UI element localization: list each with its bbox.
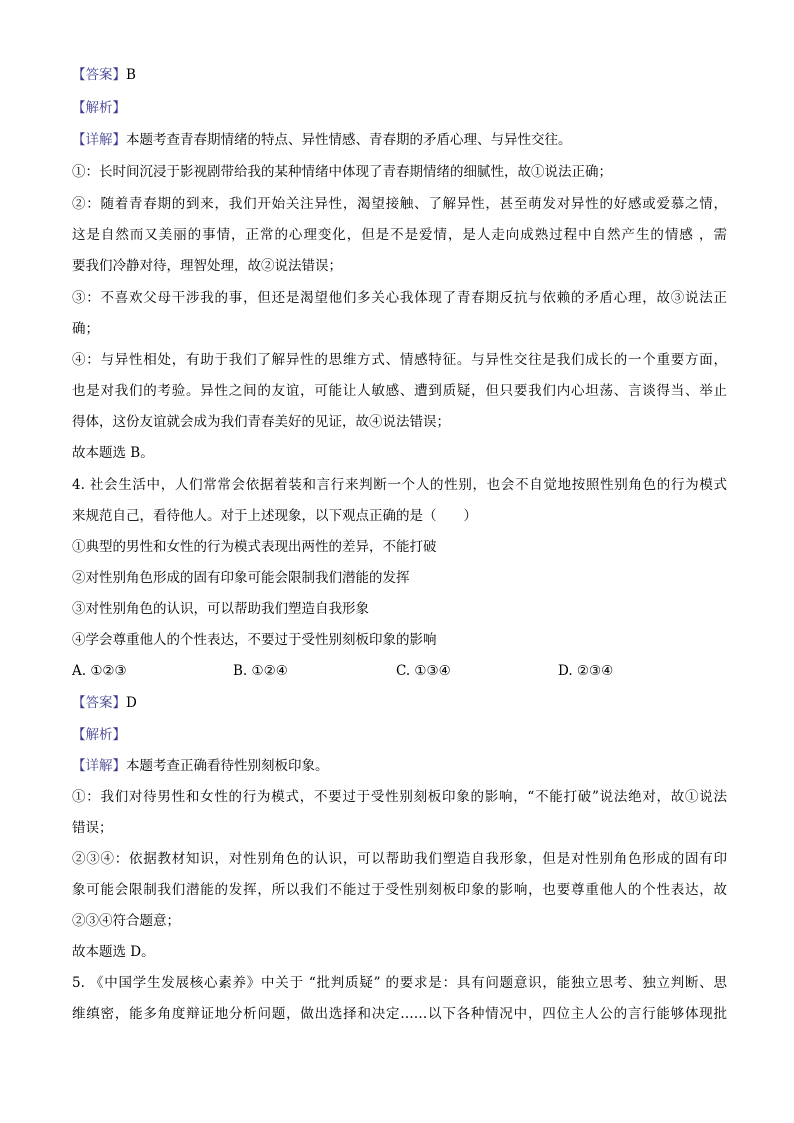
q4-statement: ①典型的男性和女性的行为模式表现出两性的差异，不能打破 xyxy=(72,539,437,555)
q3-line: 这是自然而又美丽的事情，正常的心理变化，但是不是爱情，是人走向成熟过程中自然产生的情感 ，需 xyxy=(72,227,727,243)
q3-line: 确； xyxy=(72,321,99,337)
q3-line: ②：随着青春期的到来，我们开始关注异性，渴望接触、了解异性，甚至萌发对异性的好感或爱慕之情， xyxy=(72,196,727,212)
q4-option-a: A. ①②③ xyxy=(72,663,127,679)
q4-answer xyxy=(72,694,727,712)
q3-line: ③：不喜欢父母干涉我的事，但还是渴望他们多关心我体现了青春期反抗与依赖的矛盾心理，故③说法正 xyxy=(72,290,727,306)
q4-line: 象可能会限制我们潜能的发挥，所以我们不能过于受性别刻板印象的影响，也要尊重他人的个性表达，故 xyxy=(72,882,727,898)
answer-label: 【答案】 xyxy=(72,695,126,711)
q3-line: 要我们冷静对待，理智处理，故②说法错误； xyxy=(72,258,342,274)
q4-option-b: B. ①②④ xyxy=(233,663,288,679)
q3-answer xyxy=(72,66,727,84)
q4-statement: ④学会尊重他人的个性表达，不要过于受性别刻板印象的影响 xyxy=(72,632,437,648)
q4-statement: ③对性别角色的认识，可以帮助我们塑造自我形象 xyxy=(72,601,369,617)
q5-stem: 维缜密，能多角度辩证地分析问题，做出选择和决定……以下各种情况中，四位主人公的言行能够体现批 xyxy=(72,1006,727,1022)
q4-line: ①：我们对待男性和女性的行为模式，不要过于受性别刻板印象的影响，“不能打破”说法绝对，故①说法 xyxy=(72,789,727,805)
answer-value: D xyxy=(126,695,137,711)
detail-text: 本题考查青春期情绪的特点、异性情感、青春期的矛盾心理、与异性交往。 xyxy=(126,132,572,148)
q4-detail xyxy=(72,757,727,775)
q3-line: 得体，这份友谊就会成为我们青春美好的见证，故④说法错误； xyxy=(72,414,450,430)
q5-stem: 5. 《中国学生发展核心素养》中关于 “批判质疑” 的要求是：具有问题意识，能独立思考、独立判断、思 xyxy=(72,975,727,991)
q3-line: ①：长时间沉浸于影视剧带给我的某种情绪中体现了青春期情绪的细腻性，故①说法正确； xyxy=(72,164,612,180)
q4-statement: ②对性别角色形成的固有印象可能会限制我们潜能的发挥 xyxy=(72,570,410,586)
q4-stem: 4. 社会生活中，人们常常会依据着装和言行来判断一个人的性别，也会不自觉地按照性别角色的行为模式 xyxy=(72,477,727,493)
answer-label: 【答案】 xyxy=(72,67,126,83)
q3-detail xyxy=(72,131,727,149)
q4-line: ②③④：依据教材知识，对性别角色的认识，可以帮助我们塑造自我形象，但是对性别角色形成的固有印 xyxy=(72,851,727,867)
q4-option-c: C. ①③④ xyxy=(396,663,451,679)
q3-conclusion: 故本题选 B。 xyxy=(72,445,154,461)
q4-stem: 来规范自己，看待他人。对于上述现象，以下观点正确的是（ ） xyxy=(72,508,477,524)
answer-value: B xyxy=(126,67,136,83)
q3-analysis-label: 【解析】 xyxy=(72,100,126,116)
detail-label: 【详解】 xyxy=(72,132,126,148)
q4-conclusion: 故本题选 D。 xyxy=(72,944,155,960)
q3-line: 也是对我们的考验。异性之间的友谊，可能让人敏感、遭到质疑，但只要我们内心坦荡、言谈得当、举止 xyxy=(72,383,727,399)
detail-text: 本题考查正确看待性别刻板印象。 xyxy=(126,758,329,774)
q4-option-d: D. ②③④ xyxy=(558,663,614,679)
q3-line: ④：与异性相处，有助于我们了解异性的思维方式、情感特征。与异性交往是我们成长的一个重要方面， xyxy=(72,352,727,368)
q4-analysis-label: 【解析】 xyxy=(72,727,126,743)
detail-label: 【详解】 xyxy=(72,758,126,774)
q4-line: ②③④符合题意； xyxy=(72,913,180,929)
q4-line: 错误； xyxy=(72,820,113,836)
